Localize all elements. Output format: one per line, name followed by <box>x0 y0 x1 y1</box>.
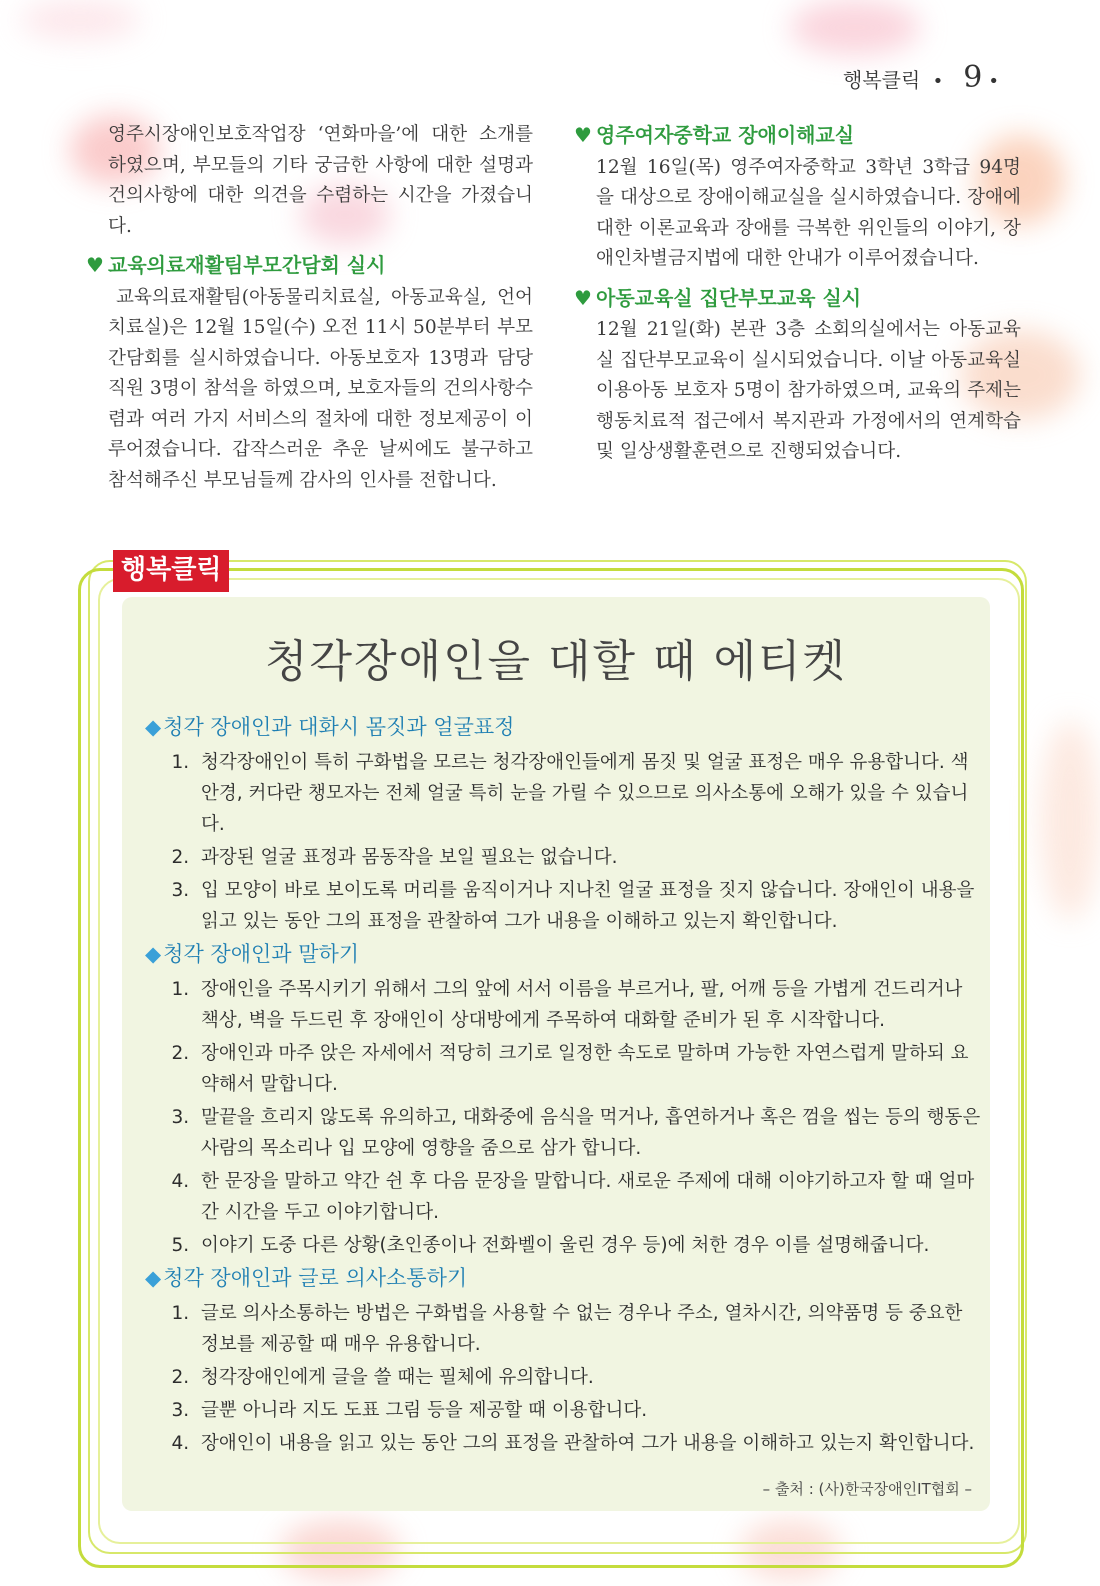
intro-paragraph: 영주시장애인보호작업장 ‘연화마을’에 대한 소개를 하였으며, 부모들의 기타 궁금한 사항에 대한 설명과 건의사항에 대한 의견을 수렴하는 시간을 가졌습니다. <box>108 124 533 237</box>
etiquette-section-title: 청각 장애인과 대화시 몸짓과 얼굴표정 <box>163 715 515 739</box>
list-item: 1. 글로 의사소통하는 방법은 구화법을 사용할 수 없는 경우나 주소, 열차시간, 의약품명 등 중요한 정보를 제공할 때 매우 유용합니다. <box>195 1298 985 1360</box>
etiquette-section-title: 청각 장애인과 말하기 <box>163 942 360 966</box>
list-item: 4. 장애인이 내용을 읽고 있는 동안 그의 표정을 관찰하여 그가 내용을 이해하고 있는지 확인합니다. <box>195 1428 985 1459</box>
heart-icon: ♥ <box>574 285 592 310</box>
heart-icon: ♥ <box>574 123 592 147</box>
etiquette-section-heading <box>145 939 985 970</box>
list-item: 3. 글뿐 아니라 지도 도표 그림 등을 제공할 때 이용합니다. <box>195 1395 985 1426</box>
section-title: 아동교육실 집단부모교육 실시 <box>596 285 862 310</box>
bullet-dot: • <box>932 71 944 92</box>
diamond-icon: ◆ <box>145 1266 162 1290</box>
diamond-icon: ◆ <box>145 942 162 966</box>
source-citation: – 출처 : (사)한국장애인IT협회 – <box>762 1480 972 1498</box>
list-item: 1. 장애인을 주목시키기 위해서 그의 앞에 서서 이름을 부르거나, 팔, 어깨 등을 가볍게 건드리거나 책상, 벽을 두드린 후 장애인이 상대방에게 주목하여 대화할 준비가 된 후 시작합니다. <box>195 974 985 1036</box>
section-heading <box>86 250 533 281</box>
list-item: 3. 말끝을 흐리지 않도록 유의하고, 대화중에 음식을 먹거나, 흡연하거나 혹은 껌을 씹는 등의 행동은 사람의 목소리나 입 모양에 영향을 줌으로 삼가 합니다. <box>195 1102 985 1164</box>
list-item: 1. 청각장애인이 특히 구화법을 모르는 청각장애인들에게 몸짓 및 얼굴 표정은 매우 유용합니다. 색안경, 커다란 챙모자는 전체 얼굴 특히 눈을 가릴 수 있으므로 의사소통에 오해가 있을 수 있습니다. <box>195 747 985 840</box>
section-paragraph: 교육의료재활팀(아동물리치료실, 아동교육실, 언어치료실)은 12월 15일(수) 오전 11시 50분부터 부모간담회를 실시하였습니다. 아동보호자 13명과 담당직원 3명이 참석을 하였으며, 보호자들의 건의사항수렴과 여러 가지 서비스의 절차에 대한 정보제공이 이루어졌습니다. 갑작스러운 추운 날씨에도 불구하고 참석해주신 부모님들께 감사의 인사를 전합니다. <box>108 286 533 491</box>
heart-icon: ♥ <box>86 253 104 277</box>
etiquette-list <box>145 974 985 1261</box>
publication-title: 행복클릭 <box>843 68 921 92</box>
bullet-dot: • <box>988 71 999 92</box>
decorative-blob <box>1040 720 1100 920</box>
list-item: 2. 과장된 얼굴 표정과 몸동작을 보일 필요는 없습니다. <box>195 842 985 873</box>
decorative-blob <box>790 0 920 55</box>
decorative-blob <box>20 0 140 40</box>
etiquette-section-title: 청각 장애인과 글로 의사소통하기 <box>163 1266 468 1290</box>
page-header <box>843 60 1005 95</box>
list-item: 3. 입 모양이 바로 보이도록 머리를 움직이거나 지나친 얼굴 표정을 짓지 않습니다. 장애인이 내용을 읽고 있는 동안 그의 표정을 관찰하여 그가 내용을 이해하고 있는지 확인합니다. <box>195 875 985 937</box>
box-title: 청각장애인을 대할 때 에티켓 <box>264 636 847 687</box>
left-column <box>86 120 533 496</box>
page-number: 9 <box>963 60 983 95</box>
etiquette-list <box>145 1298 985 1459</box>
etiquette-content <box>145 710 985 1461</box>
list-item: 4. 한 문장을 말하고 약간 쉰 후 다음 문장을 말합니다. 새로운 주제에 대해 이야기하고자 할 때 얼마간 시간을 두고 이야기합니다. <box>195 1166 985 1228</box>
diamond-icon: ◆ <box>145 715 162 739</box>
section-heading <box>574 283 1021 314</box>
etiquette-section-heading <box>145 1263 985 1294</box>
etiquette-section-heading <box>145 712 985 743</box>
list-item: 2. 장애인과 마주 앉은 자세에서 적당히 크기로 일정한 속도로 말하며 가능한 자연스럽게 말하되 요약해서 말합니다. <box>195 1038 985 1100</box>
section-paragraph: 12월 21일(화) 본관 3층 소회의실에서는 아동교육실 집단부모교육이 실시되었습니다. 이날 아동교육실 이용아동 보호자 5명이 참가하였으며, 교육의 주제는 행동치료적 접근에서 복지관과 가정에서의 연계학습 및 일상생활훈련으로 진행되었습니다. <box>596 319 1021 462</box>
list-item: 5. 이야기 도중 다른 상황(초인종이나 전화벨이 울린 경우 등)에 처한 경우 이를 설명해줍니다. <box>195 1230 985 1261</box>
list-item: 2. 청각장애인에게 글을 쓸 때는 필체에 유의합니다. <box>195 1362 985 1393</box>
etiquette-list <box>145 747 985 937</box>
section-paragraph: 12월 16일(목) 영주여자중학교 3학년 3학급 94명을 대상으로 장애이해교실을 실시하였습니다. 장애에 대한 이론교육과 장애를 극복한 위인들의 이야기, 장애인차별금지법에 대한 안내가 이루어졌습니다. <box>596 156 1021 269</box>
section-heading <box>574 120 1021 151</box>
section-title: 영주여자중학교 장애이해교실 <box>596 123 855 147</box>
section-title: 교육의료재활팀부모간담회 실시 <box>108 253 386 277</box>
box-tag: 행복클릭 <box>113 550 229 592</box>
right-column <box>574 120 1021 468</box>
